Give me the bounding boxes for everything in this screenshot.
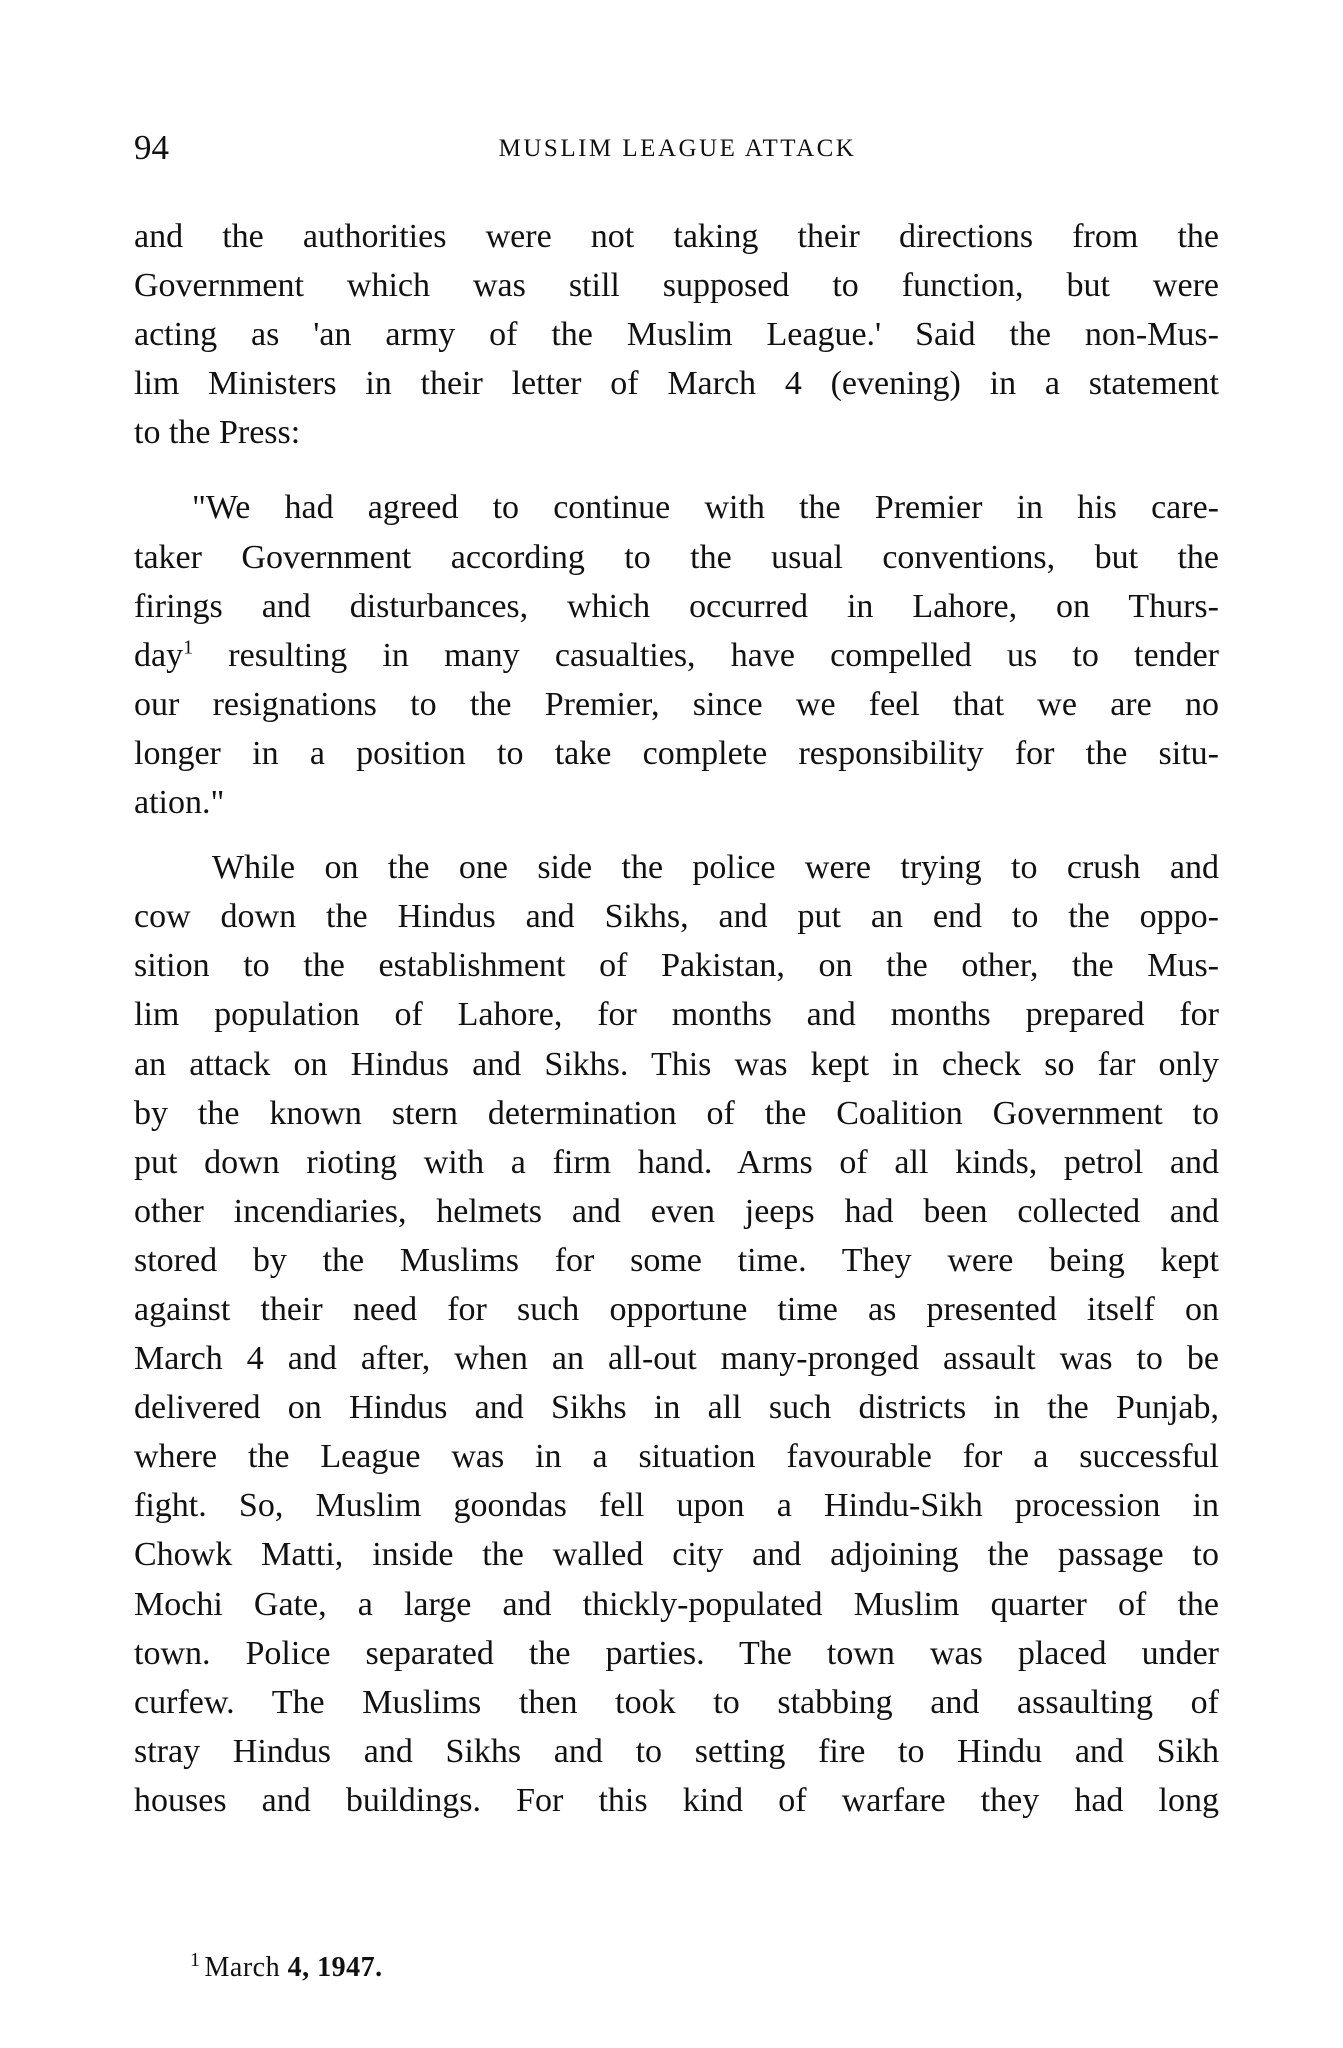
quote-line: firings and disturbances, which occurred in Lahore, on Thurs- xyxy=(134,587,1219,625)
text-line: other incendiaries, helmets and even jeeps had been collected and xyxy=(134,1192,1219,1230)
text-line: Mochi Gate, a large and thickly-populated Muslim quarter of the xyxy=(134,1585,1219,1623)
footnote-date: 4, 1947. xyxy=(287,1952,383,1983)
text-line: stored by the Muslims for some time. They were being kept xyxy=(134,1241,1219,1279)
quote-fragment: day xyxy=(134,636,184,674)
text-line: acting as 'an army of the Muslim League.' Said the non-Mus- xyxy=(134,316,1219,354)
footnote-mark: 1 xyxy=(190,1948,201,1971)
block-quote xyxy=(134,483,1219,827)
text-line: fight. So, Muslim goondas fell upon a Hindu-Sikh procession in xyxy=(134,1487,1219,1525)
text-line: lim Ministers in their letter of March 4 (evening) in a statement xyxy=(134,365,1219,403)
footnote xyxy=(190,1950,383,1986)
text-line: March 4 and after, when an all-out many-pronged assault was to be xyxy=(134,1340,1219,1378)
text-line: an attack on Hindus and Sikhs. This was kept in check so far only xyxy=(134,1045,1219,1083)
text-line: put down rioting with a firm hand. Arms of all kinds, petrol and xyxy=(134,1143,1219,1181)
quote-fragment: resulting in many casualties, have compelled us to tender xyxy=(193,636,1219,674)
footnote-month: March xyxy=(204,1952,281,1983)
paragraph-continuation xyxy=(134,212,1219,457)
text-line: lim population of Lahore, for months and months prepared for xyxy=(134,996,1219,1034)
quote-line: ation." xyxy=(134,784,225,822)
text-line: stray Hindus and Sikhs and to setting fire to Hindu and Sikh xyxy=(134,1732,1219,1770)
text-line: by the known stern determination of the Coalition Government to xyxy=(134,1094,1219,1132)
running-head xyxy=(134,128,1221,168)
text-line: and the authorities were not taking their directions from the xyxy=(134,218,1219,255)
text-line: to the Press: xyxy=(134,414,301,452)
text-line: town. Police separated the parties. The town was placed under xyxy=(134,1634,1219,1672)
quote-line: longer in a position to take complete responsibility for the situ- xyxy=(134,734,1219,772)
page-number: 94 xyxy=(134,128,169,167)
text-line: While on the one side the police were trying to crush and xyxy=(212,849,1219,887)
footnote-reference: 1 xyxy=(183,636,194,659)
text-line: Chowk Matti, inside the walled city and adjoining the passage to xyxy=(134,1536,1219,1574)
quote-line: "We had agreed to continue with the Premier in his care- xyxy=(192,489,1219,527)
text-line: cow down the Hindus and Sikhs, and put an end to the oppo- xyxy=(134,898,1219,936)
quote-line: our resignations to the Premier, since we feel that we are no xyxy=(134,685,1219,723)
quote-line-with-footnote-ref xyxy=(134,631,1219,680)
text-line: against their need for such opportune time as presented itself on xyxy=(134,1290,1219,1328)
text-line: sition to the establishment of Pakistan, on the other, the Mus- xyxy=(134,947,1219,985)
text-line: curfew. The Muslims then took to stabbing and assaulting of xyxy=(134,1683,1219,1721)
text-line: Government which was still supposed to function, but were xyxy=(134,267,1219,305)
running-title: MUSLIM LEAGUE ATTACK xyxy=(498,135,857,162)
text-line: houses and buildings. For this kind of warfare they had long xyxy=(134,1781,1219,1819)
text-line: delivered on Hindus and Sikhs in all such districts in the Punjab, xyxy=(134,1389,1219,1427)
quote-line: taker Government according to the usual conventions, but the xyxy=(134,538,1219,576)
body-text xyxy=(134,212,1219,1825)
paragraph xyxy=(134,843,1219,1825)
text-line: where the League was in a situation favourable for a successful xyxy=(134,1438,1219,1476)
